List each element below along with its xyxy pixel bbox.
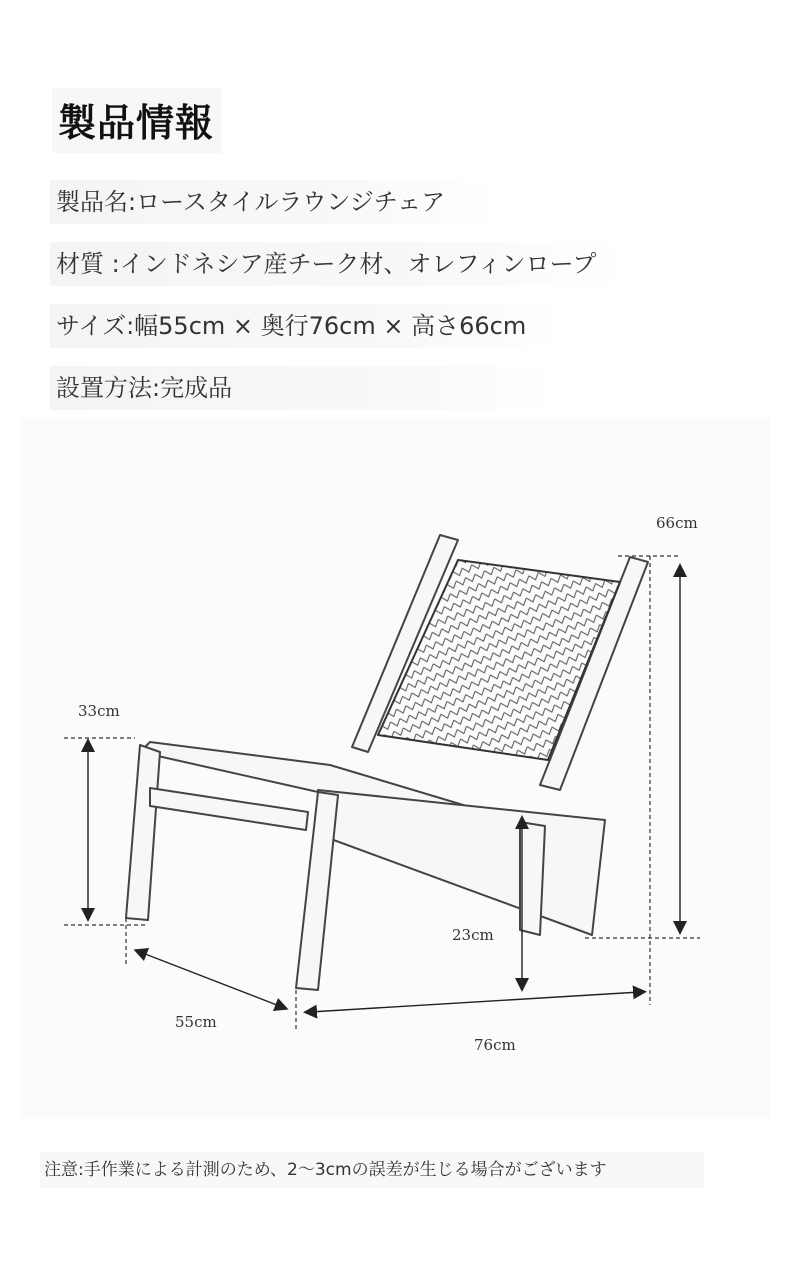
dim-seat-height-label: 33cm — [78, 702, 120, 720]
crossbar — [150, 788, 308, 830]
spec-material: 材質 :インドネシア産チーク材、オレフィンロープ — [50, 242, 624, 286]
chair-illustration — [126, 535, 648, 990]
spec-installation: 設置方法:完成品 — [50, 366, 554, 410]
page-title: 製品情報 — [52, 88, 222, 153]
width-arrow — [140, 952, 282, 1007]
back-leg — [520, 822, 545, 935]
measurement-note: 注意:手作業による計測のため、2〜3cmの誤差が生じる場合がございます — [40, 1152, 704, 1188]
depth-arrow — [310, 992, 640, 1012]
side-panel — [318, 790, 605, 935]
spec-product-name: 製品名:ロースタイルラウンジチェア — [50, 180, 494, 224]
spec-size: サイズ:幅55cm × 奥行76cm × 高さ66cm — [50, 304, 564, 348]
dim-height-label: 66cm — [656, 514, 698, 532]
dim-low-height-label: 23cm — [452, 926, 494, 944]
dim-depth-label: 76cm — [474, 1036, 516, 1054]
dim-width-label: 55cm — [175, 1013, 217, 1031]
front-left-leg — [126, 745, 160, 920]
